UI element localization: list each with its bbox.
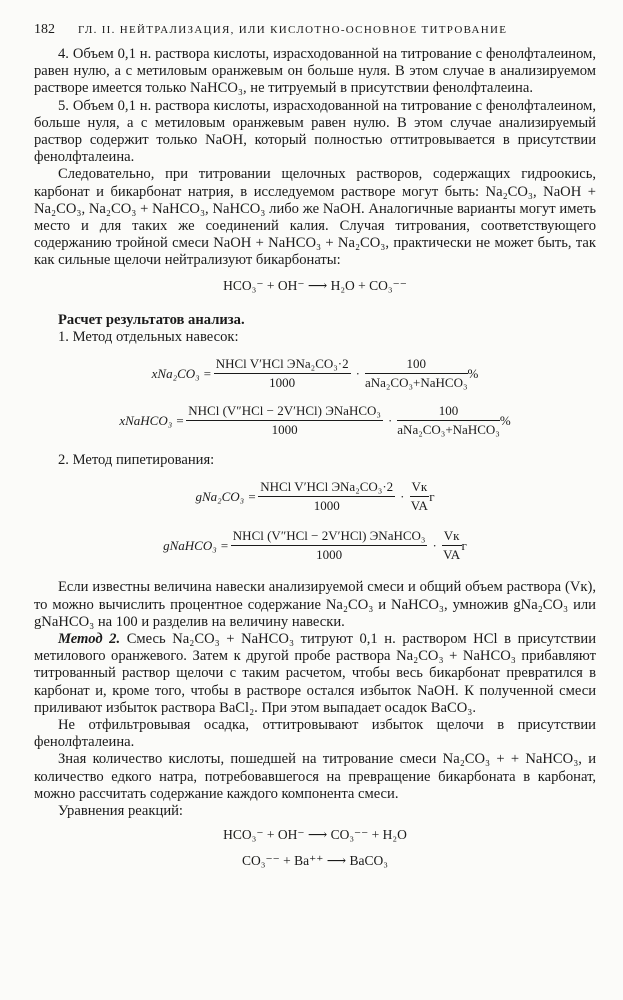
- formula-unit: %: [467, 365, 479, 381]
- fraction: [365, 356, 468, 391]
- paragraph-case-5: 5. Объем 0,1 н. раствора кислоты, израсходованной на титрование с фенолфталеином, больше нуля, а с метиловым оранжевым равен нулю. В этом случае анализируемый раствор содержит только NaOH, который полностью оттитровывается в присутствии фенолфталеина.: [34, 97, 596, 166]
- fraction: [442, 528, 462, 563]
- numerator: 100: [365, 356, 468, 374]
- equation-reaction-2: CO₃⁻⁻ + Ba⁺⁺ ⟶ BaCO₃: [242, 852, 388, 868]
- paragraph-reactions: Уравнения реакций:: [58, 803, 183, 820]
- denominator: 1000: [316, 547, 343, 563]
- equation-neutralization: HCO₃⁻ + OH⁻ ⟶ H₂O + CO₃⁻⁻: [223, 277, 407, 293]
- formula-lhs: gNa₂CO₃ =: [195, 488, 257, 504]
- page-header: [34, 22, 596, 46]
- method-1-label: 1. Метод отдельных навесок:: [58, 329, 239, 346]
- formula-g-na2co3: gNa₂CO₃ = $\frac{\text{NHCl V′HCl ЭNa₂CO₃·2}}{1000}$ · $\frac{Vк}{VA}$ г: [195, 479, 435, 514]
- numerator: NHCl V′HCl ЭNa₂CO₃·2: [214, 356, 351, 374]
- formula-unit: г: [461, 537, 467, 553]
- equation-reaction-1: HCO₃⁻ + OH⁻ ⟶ CO₃⁻⁻ + H₂O: [223, 827, 407, 843]
- formula-g-nahco3: gNaHCO₃ = $\frac{\text{NHCl (V″HCl − 2V′HCl) ЭNaHCO₃}}{1000}$ · $\frac{Vк}{VA}$ г: [163, 528, 467, 563]
- denominator: aNa₂CO₃+NaHCO₃: [364, 375, 468, 391]
- formula-unit: г: [429, 488, 435, 504]
- formula-lhs: xNaHCO₃ =: [119, 412, 185, 428]
- numerator: NHCl (V″HCl − 2V′HCl) ЭNaHCO₃: [186, 403, 383, 421]
- formula-x-nahco3: xNaHCO₃ = $\frac{\text{NHCl (V″HCl − 2V′HCl) ЭNaHCO₃}}{1000}$ · $\frac{100}{\text{aNa₂CO₃+NaHCO₃}}$ %: [119, 403, 511, 438]
- formula-x-na2co3: xNa₂CO₃ = $\frac{\text{NHCl V′HCl ЭNa₂CO₃·2}}{1000}$ · $\frac{100}{\text{aNa₂CO₃+NaHCO₃}}$ %: [151, 356, 479, 391]
- section-heading-calculation: Расчет результатов анализа.: [58, 311, 245, 328]
- denominator: 1000: [269, 375, 296, 391]
- book-page: [34, 22, 596, 869]
- fraction: [186, 403, 383, 438]
- running-title: ГЛ. II. НЕЙТРАЛИЗАЦИЯ, ИЛИ КИСЛОТНО-ОСНОВНОЕ ТИТРОВАНИЕ: [78, 24, 508, 36]
- fraction: [231, 528, 428, 563]
- paragraph-case-4: 4. Объем 0,1 н. раствора кислоты, израсходованной на титрование с фенолфталеином, равен нулю, а с метиловым оранжевым он больше нуля. В этом случае в анализируемом растворе имеется только NaHCO₃, не титруемый в присутствии фенолфталеина.: [34, 46, 596, 97]
- method-pipet-label: 2. Метод пипетирования:: [58, 452, 215, 469]
- formula-unit: %: [499, 412, 511, 428]
- denominator: 1000: [313, 498, 340, 514]
- page-number: 182: [34, 22, 55, 37]
- denominator: 1000: [271, 422, 298, 438]
- formula-lhs: gNaHCO₃ =: [163, 537, 229, 553]
- method-2-label: Метод 2.: [58, 631, 121, 648]
- fraction: [410, 479, 430, 514]
- numerator: NHCl (V″HCl − 2V′HCl) ЭNaHCO₃: [231, 528, 428, 546]
- paragraph-no-filter: Не отфильтровывая осадка, оттитровывают избыток щелочи в присутствии фенолфталеина.: [34, 717, 596, 751]
- method-2-text: Смесь Na₂CO₃ + NaHCO₃ титруют 0,1 н. раствором HCl в присутствии метилового оранжевого. Затем к другой пробе раствора Na₂CO₃ + NaHCO₃ прибавляют титрованный раствор щелочи с таким расчетом, чтобы весь бикарбонат превратился в карбонат и, кроме того, чтобы в растворе остался избыток NaOH. К полученной смеси приливают избыток раствора BaCl₂. При этом выпадает осадок BaCO₃.: [34, 631, 597, 716]
- numerator: NHCl V′HCl ЭNa₂CO₃·2: [258, 479, 395, 497]
- denominator: aNa₂CO₃+NaHCO₃: [397, 422, 500, 438]
- numerator: Vк: [410, 479, 430, 497]
- fraction: [214, 356, 351, 391]
- paragraph-method-2: [34, 631, 596, 717]
- numerator: Vк: [442, 528, 462, 546]
- denominator: VA: [443, 547, 461, 563]
- denominator: VA: [410, 498, 428, 514]
- fraction: [397, 403, 500, 438]
- paragraph-conclusion: Следовательно, при титровании щелочных растворов, содержащих гидроокись, карбонат и бикарбонат натрия, в исследуемом растворе могут быть: Na₂CO₃, NaOH + Na₂CO₃, Na₂CO₃ + NaHCO₃, NaHCO₃ либо же NaOH. Аналогичные варианты могут иметь место и для таких же соединений калия. Случая титрования, соответствующего содержанию тройной смеси NaOH + NaHCO₃ + Na₂CO₃, практически не может быть, так как сильные щелочи нейтрализуют бикарбонаты:: [34, 166, 596, 269]
- formula-lhs: xNa₂CO₃ =: [151, 365, 212, 381]
- paragraph-knowing: Зная количество кислоты, пошедшей на титрование смеси Na₂CO₃ + + NaHCO₃, и количество едкого натра, потребовавшегося на превращение бикарбоната в карбонат, можно рассчитать содержание каждого компонента смеси.: [34, 751, 596, 802]
- numerator: 100: [397, 403, 500, 421]
- fraction: [258, 479, 395, 514]
- paragraph-known-sample: Если известны величина навески анализируемой смеси и общий объем раствора (Vк), то можно вычислить процентное содержание Na₂CO₃ и NaHCO₃, умножив gNa₂CO₃ или gNaHCO₃ на 100 и разделив на величину навески.: [34, 579, 596, 630]
